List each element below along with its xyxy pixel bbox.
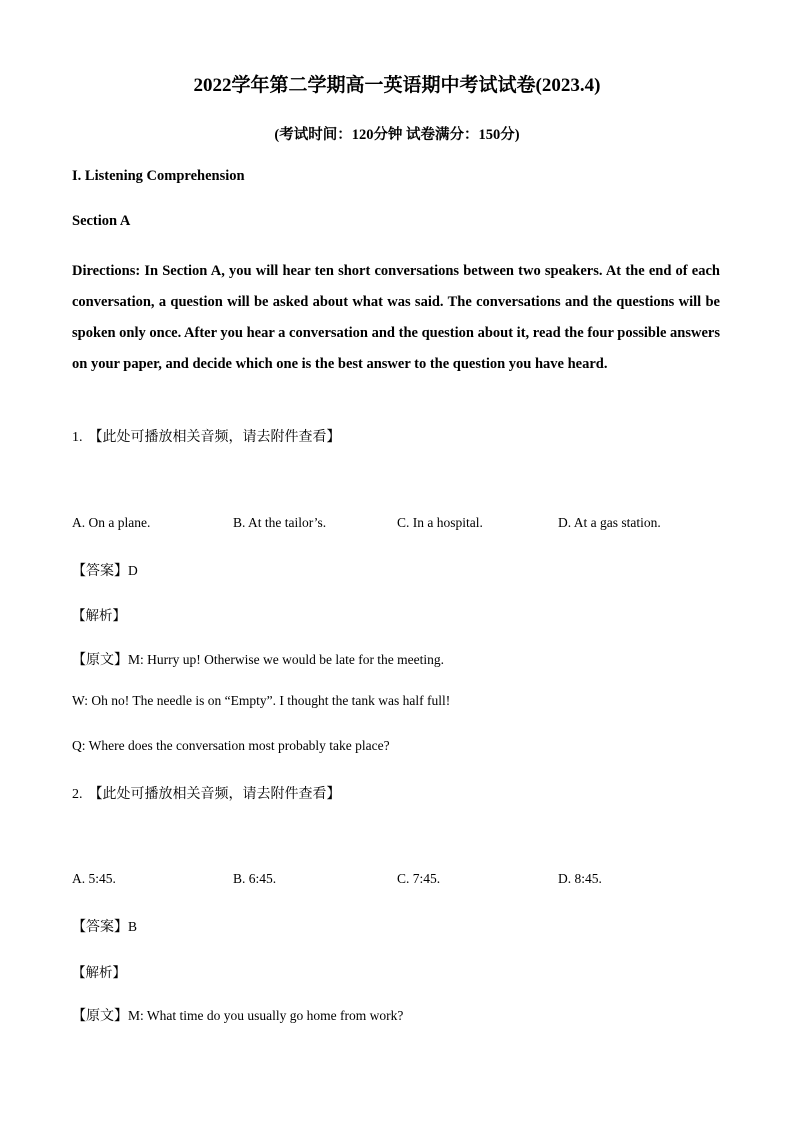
transcript-label: 【原文】 — [72, 653, 128, 668]
answer-label: 【答案】 — [72, 920, 128, 935]
transcript-text: Q: Where does the conversation most probably take place? — [72, 738, 390, 753]
transcript-text: M: Hurry up! Otherwise we would be late for the meeting. — [128, 652, 445, 667]
transcript-text: M: What time do you usually go home from work? — [128, 1008, 404, 1023]
answer-value: D — [128, 563, 138, 578]
transcript-text: W: Oh no! The needle is on “Empty”. I thought the tank was half full! — [72, 693, 451, 708]
analysis-label: 【解析】 — [72, 965, 126, 980]
transcript-line — [72, 649, 444, 669]
part-heading: I. Listening Comprehension — [72, 168, 245, 184]
exam-subtitle: (考试时间：120分钟 试卷满分：150分) — [274, 127, 520, 143]
question-number: 1. — [72, 430, 83, 445]
option-b: B. 6:45. — [233, 871, 277, 886]
answer-value: B — [128, 919, 138, 934]
question-number: 2. — [72, 787, 83, 802]
answer-line — [72, 560, 138, 580]
option-a: A. On a plane. — [72, 515, 151, 530]
answer-label: 【答案】 — [72, 564, 128, 579]
answer-line — [72, 916, 137, 936]
question-2 — [72, 783, 341, 803]
transcript-label: 【原文】 — [72, 1009, 128, 1024]
analysis-label: 【解析】 — [72, 608, 126, 623]
option-b: B. At the tailor’s. — [233, 515, 327, 530]
exam-title: 2022学年第二学期高一英语期中考试试卷(2023.4) — [193, 75, 601, 96]
audio-prompt: 【此处可播放相关音频，请去附件查看】 — [88, 430, 341, 445]
question-1 — [72, 426, 341, 446]
section-heading: Section A — [72, 213, 131, 229]
option-a: A. 5:45. — [72, 871, 116, 886]
option-d: D. 8:45. — [558, 871, 602, 886]
option-c: C. 7:45. — [397, 871, 441, 886]
transcript-line — [72, 1005, 403, 1025]
option-c: C. In a hospital. — [397, 515, 483, 530]
audio-prompt: 【此处可播放相关音频，请去附件查看】 — [88, 787, 341, 802]
option-d: D. At a gas station. — [558, 515, 661, 530]
directions-paragraph: Directions: In Section A, you will hear ten short conversations between two speakers. At the end of each conversation, a question will be asked about what was said. The conversations and the questions will be spoken only once. After you hear a conversation and the question about it, read the four possible answers on your paper, and decide which one is the best answer to the question you have heard. — [72, 263, 720, 372]
